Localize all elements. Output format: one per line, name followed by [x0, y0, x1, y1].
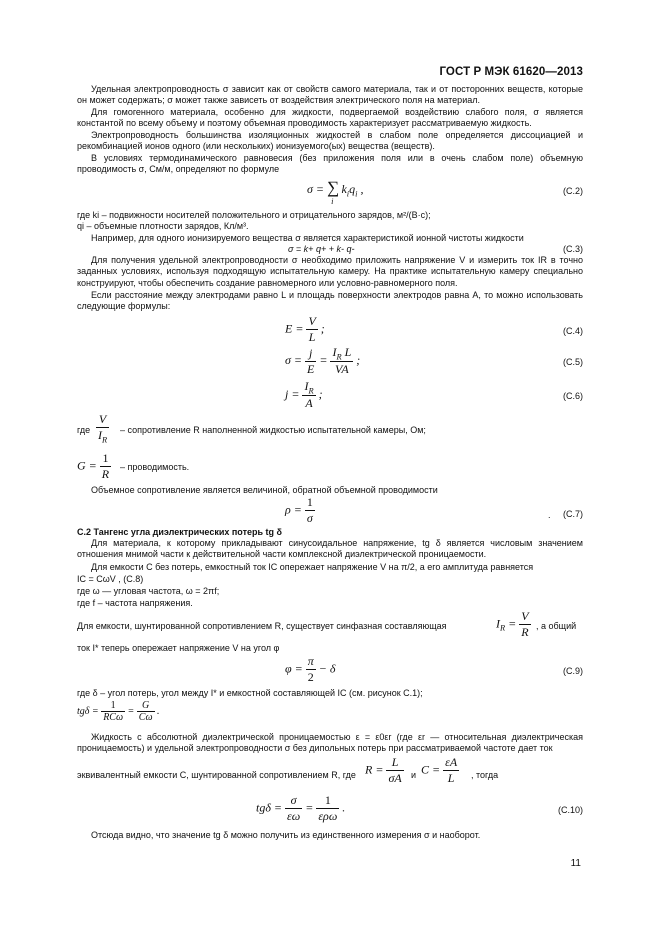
equation-number-c2: (С.2)	[563, 186, 583, 196]
equation-dot-c7: .	[548, 510, 551, 520]
paragraph-shunted-b: , а общий	[536, 621, 577, 631]
paragraph-equivalent-a: эквивалентный емкости С, шунтированной сопротивлением R, где	[77, 770, 356, 780]
tangent-equation-inline: tgδ = $\frac{1}{\text{RCω}}$ = $\frac{G}{C\omega}$ .	[77, 700, 160, 723]
paragraph-shunted-c: ток I* теперь опережает напряжение V на угол φ	[77, 643, 280, 653]
paragraph-dissociation: Электропроводность большинства изоляционных жидкостей в слабом поле определяется диссоциацией и рекомбинацией ионов одного (или нескольких) ионизуемого(ых) вещества (веществ).	[77, 130, 583, 152]
paragraph-example: Например, для одного ионизируемого вещества σ является характеристикой ионной чистоты жидкости	[91, 233, 524, 243]
equation-c9: φ = $\frac{\pi}{2}$ − δ	[285, 654, 336, 684]
paragraph-measurement: Для получения удельной электропроводности σ необходимо приложить напряжение V и измерить ток IR в точно заданных условиях, используя подходящую испытательную камеру. На практике испытательную камеру специально конструируют, чтобы обеспечить создание равномерного или условно-равномерного поля.	[77, 255, 583, 288]
equation-c2: $\sigma = \sum_ik_iq_i$ ,	[307, 178, 364, 207]
paragraph-capacitor: Для емкости С без потерь, емкостный ток IC опережает напряжение V на π/2, а его амплитуда равняется	[91, 562, 534, 572]
resistance-fraction: $\frac{V}{I_R}$	[98, 412, 108, 445]
paragraph-equivalent-c: , тогда	[471, 770, 499, 780]
paragraph-equilibrium: В условиях термодинамического равновесия (без приложения поля или в очень слабом поле) объемную проводимость σ, См/м, определяют по формуле	[77, 153, 583, 175]
equation-number-c7: (С.7)	[563, 509, 583, 519]
paragraph-conductivity: Удельная электропроводность σ зависит как от свойств самого материала, так и от посторонних веществ, которые он может содержать; σ может также зависеть от воздействия электрического поля на материал.	[77, 84, 583, 106]
where-conductance: – проводимость.	[120, 462, 190, 472]
where-loss-angle: где δ – угол потерь, угол между I* и емкостной составляющей IC (см. рисунок С.1);	[77, 688, 423, 698]
section-heading-c2: С.2 Тангенс угла диэлектрических потерь tg δ	[77, 527, 282, 537]
equation-c10: tgδ = $\frac{\sigma}{\varepsilon\omega}$ = $\frac{1}{\text{ερω}}$ .	[256, 793, 346, 823]
paragraph-equivalent-b: и	[411, 770, 417, 780]
paragraph-permittivity: Жидкость с абсолютной диэлектрической проницаемостью ε = ε0εr (где εr — относительная диэлектрическая проницаемость) и удельной электропроводности σ без дипольных потерь при рассматриваемой частоте дает ток	[77, 732, 583, 754]
equation-c8-line: IC = CωV , (С.8)	[77, 574, 144, 584]
equation-c4: E = $\frac{V}{L}$ ;	[285, 314, 325, 344]
equation-number-c4: (С.4)	[563, 326, 583, 336]
where-charge-density: qi – объемные плотности зарядов, Кл/м³.	[77, 221, 249, 231]
where-mobility: где ki – подвижности носителей положительного и отрицательного зарядов, м²/(В·с);	[77, 210, 431, 220]
equation-c5: σ = $\frac{j}{E}$ = $\frac{I_R L}{VA}$ ;	[285, 345, 361, 377]
equation-number-c5: (С.5)	[563, 357, 583, 367]
paragraph-conclusion: Отсюда видно, что значение tg δ можно получить из единственного измерения σ и наоборот.	[91, 830, 481, 840]
paragraph-homogeneous: Для гомогенного материала, особенно для жидкости, подвергаемой воздействию слабого поля, σ является константой по всему объему и поэтому объемная проводимость характеризует рассматриваемую жидкость.	[77, 107, 583, 129]
equation-number-c9: (С.9)	[563, 666, 583, 676]
capacitance-equation: C = $\frac{\varepsilon A}{L}$	[421, 755, 458, 785]
equation-c7: ρ = $\frac{1}{\sigma}$	[285, 495, 313, 525]
equation-number-c10: (С.10)	[557, 805, 583, 815]
equation-c3: σ = k+ q+ + k- q-	[288, 244, 355, 254]
page-number: 11	[570, 858, 581, 869]
where-omega: где ω — угловая частота, ω = 2πf;	[77, 586, 220, 596]
paragraph-resistivity: Объемное сопротивление является величиной, обратной объемной проводимости	[91, 485, 438, 495]
document-header: ГОСТ Р МЭК 61620—2013	[439, 66, 583, 78]
resistance-equation: R = $\frac{L}{\sigma A}$	[365, 755, 402, 785]
paragraph-shunted-a: Для емкости, шунтированной сопротивлением R, существует синфазная составляющая	[77, 621, 447, 631]
where-frequency: где f – частота напряжения.	[77, 598, 193, 608]
equation-number-c3: (С.3)	[563, 244, 583, 254]
conductance-equation: G = $\frac{1}{R}$	[77, 451, 110, 481]
where-resistance: – сопротивление R наполненной жидкостью испытательной камеры, Ом;	[120, 425, 426, 435]
where-label: где	[77, 425, 91, 435]
paragraph-tangent: Для материала, к которому прикладывают синусоидальное напряжение, tg δ является числовым значением отношения мнимой части к действительной части комплексной диэлектрической проницаемости.	[77, 538, 583, 560]
inphase-equation: $I_R$ = $\frac{V}{R}$	[496, 609, 529, 639]
equation-number-c6: (С.6)	[563, 391, 583, 401]
equation-c6: j = $\frac{I_R}{A}$ ;	[285, 379, 323, 411]
paragraph-electrodes: Если расстояние между электродами равно L и площадь поверхности электродов равна A, то можно использовать следующие формулы:	[77, 290, 583, 312]
